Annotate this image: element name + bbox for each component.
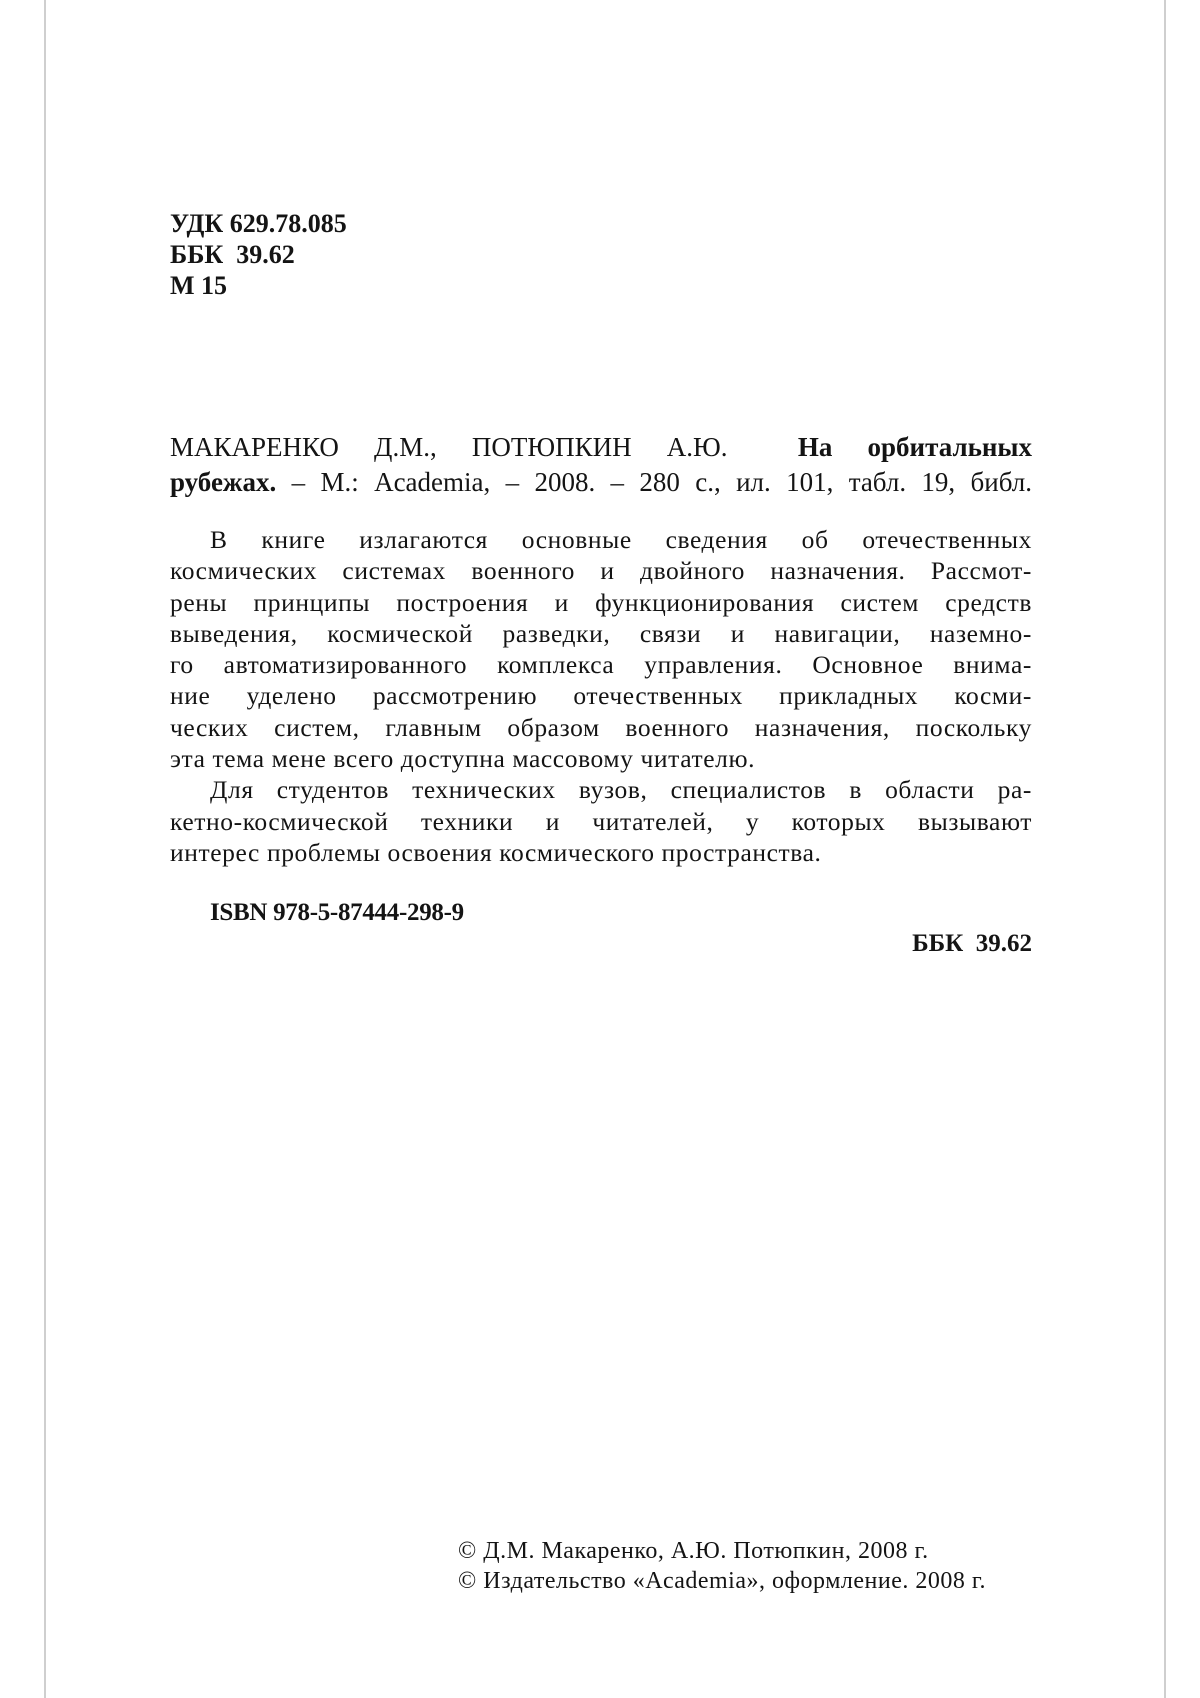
annotation-line: космических системах военного и двойного назначения. Рассмот-: [170, 556, 1032, 586]
annotation-line: эта тема мене всего доступна массовому читателю.: [170, 744, 756, 774]
annotation-line: интерес проблемы освоения космического пространства.: [170, 837, 822, 867]
annotation-paragraph-2: [170, 774, 1032, 868]
annotation-paragraph-1: [170, 524, 1032, 774]
copyright-publisher: © Издательство «Academia», оформление. 2008 г.: [458, 1568, 986, 1594]
annotation-line: Для студентов технических вузов, специалистов в области ра-: [210, 775, 1032, 805]
citation-line-2: [170, 465, 1032, 500]
copyright-authors: © Д.М. Макаренко, А.Ю. Потюпкин, 2008 г.: [458, 1538, 929, 1564]
citation-line-1: [170, 430, 1032, 465]
copyright-block: [458, 1536, 986, 1596]
annotation-line: ческих систем, главным образом военного назначения, поскольку: [170, 712, 1032, 742]
classification-block: [170, 208, 347, 301]
page-left-edge: [44, 0, 46, 1698]
bibliographic-citation: [170, 430, 1032, 500]
isbn: ISBN 978-5-87444-298-9: [210, 899, 464, 926]
udk-code: УДК 629.78.085: [170, 209, 347, 238]
annotation-line: выведения, космической разведки, связи и навигации, наземно-: [170, 618, 1032, 648]
annotation: [170, 524, 1032, 868]
citation-title-part2: рубежах.: [170, 467, 277, 497]
annotation-line: го автоматизированного комплекса управления. Основное внима-: [170, 650, 1032, 680]
citation-title-part1: На орбитальных: [797, 432, 1033, 462]
citation-authors: МАКАРЕНКО Д.М., ПОТЮПКИН А.Ю.: [170, 432, 728, 462]
author-mark: М 15: [170, 271, 228, 300]
annotation-line: кетно-космической техники и читателей, у которых вызывают: [170, 806, 1032, 836]
annotation-line: В книге излагаются основные сведения об отечественных: [210, 525, 1032, 554]
page-right-edge: [1164, 0, 1166, 1698]
bbk-code: ББК 39.62: [170, 240, 295, 269]
annotation-line: ние уделено рассмотрению отечественных прикладных косми-: [170, 681, 1032, 711]
annotation-line: рены принципы построения и функционирования систем средств: [170, 587, 1032, 617]
citation-publication-details: – М.: Academia, – 2008. – 280 с., ил. 101, табл. 19, библ.: [291, 467, 1033, 497]
bbk-index-bottom: ББК 39.62: [912, 930, 1032, 957]
